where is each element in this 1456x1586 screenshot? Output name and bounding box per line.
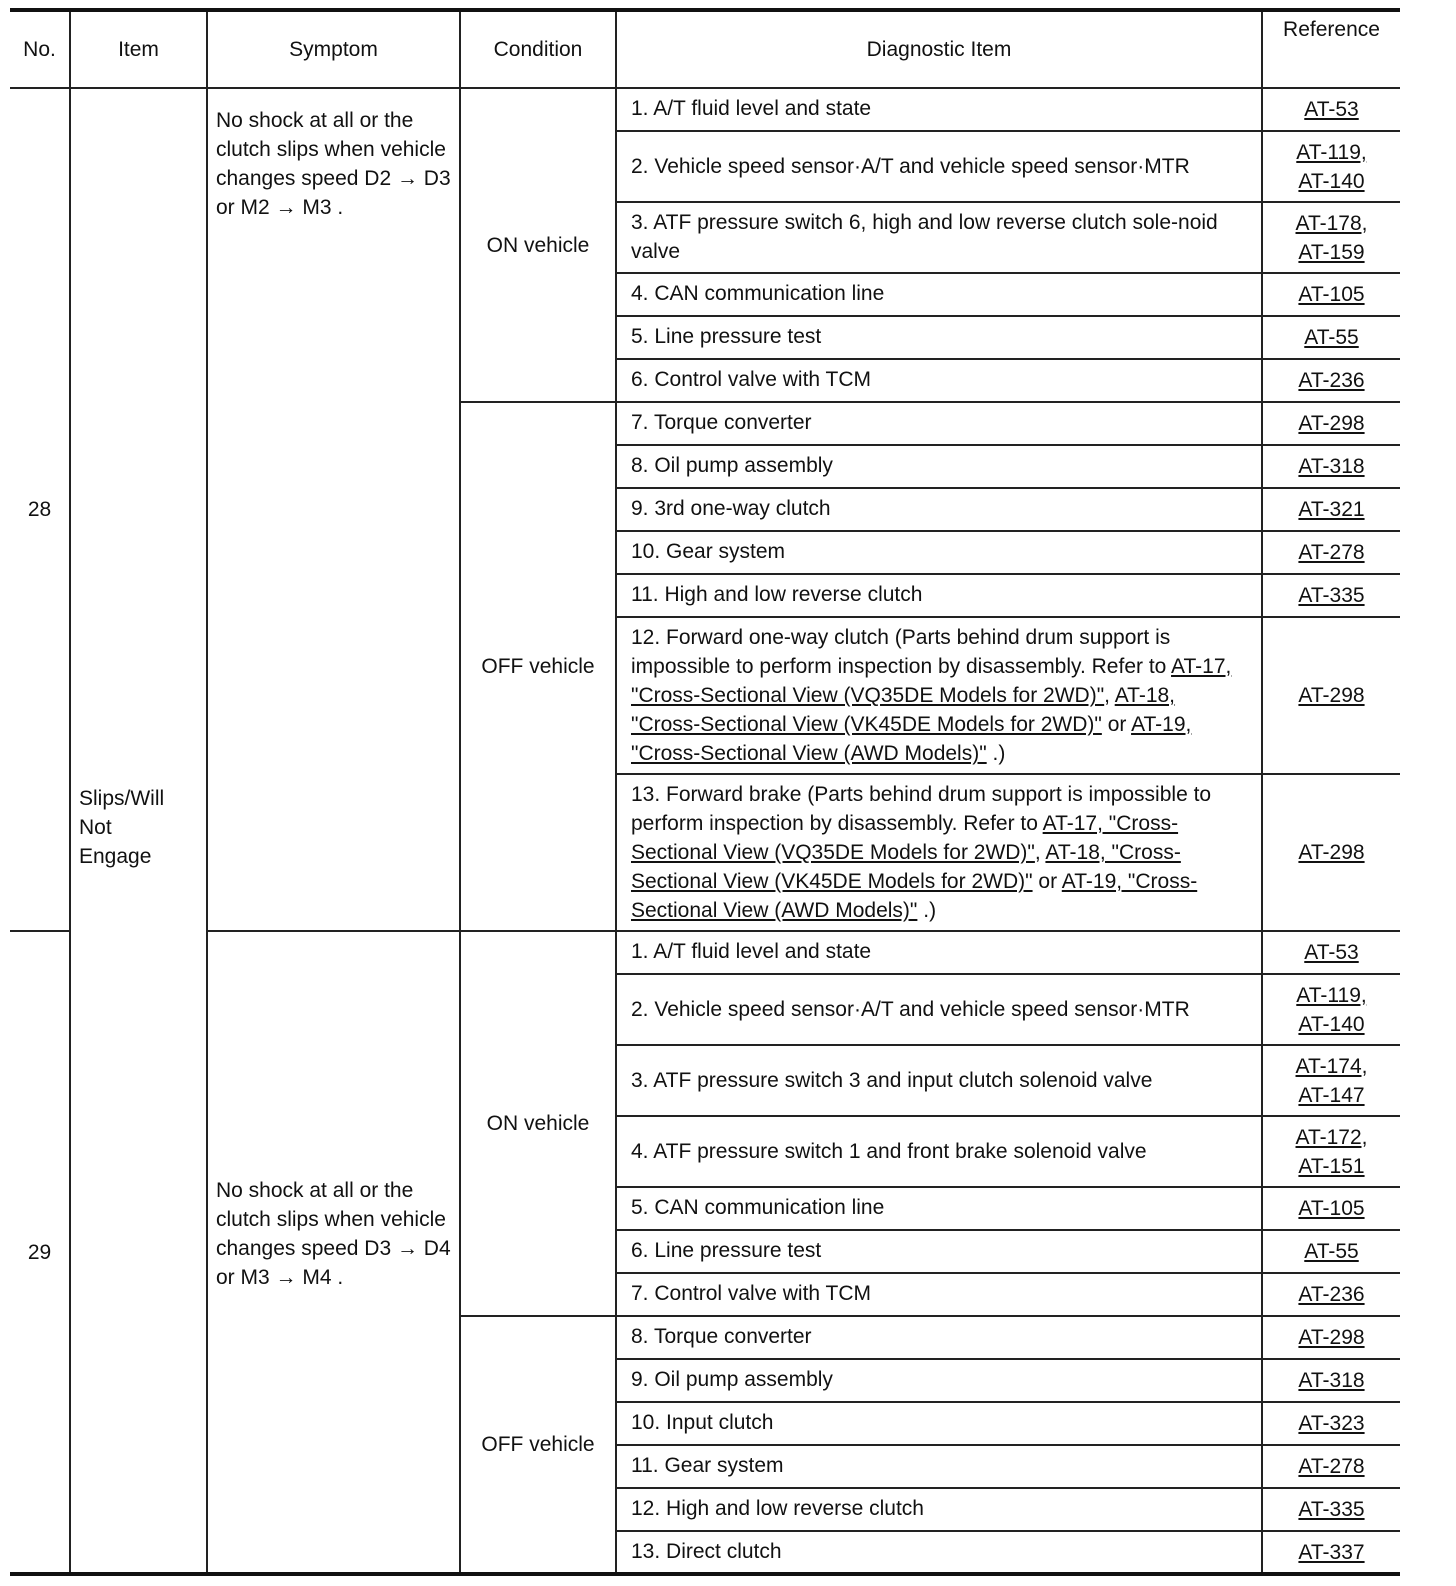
reference-text[interactable]: AT-298	[1298, 1326, 1365, 1349]
reference-text[interactable]: AT-337	[1298, 1540, 1365, 1564]
diagnostic-item: 3. ATF pressure switch 6, high and low reverse clutch sole-noid valve	[616, 202, 1262, 273]
diagnostic-table-page	[10, 8, 1400, 1576]
diagnostic-item: 11. High and low reverse clutch	[616, 574, 1262, 617]
header-condition: Condition	[460, 10, 616, 88]
reference-text[interactable]: AT-119,	[1296, 983, 1367, 1007]
reference-text[interactable]: AT-335	[1298, 1498, 1365, 1521]
reference-text[interactable]: AT-105	[1298, 283, 1365, 306]
diagnostic-item-with-links	[616, 774, 1262, 931]
reference-text[interactable]: AT-140	[1298, 169, 1365, 193]
reference-text[interactable]: AT-53	[1304, 98, 1359, 121]
reference-link[interactable]	[1262, 1273, 1400, 1316]
reference-text[interactable]: AT-140	[1298, 1012, 1365, 1036]
reference-link[interactable]	[1262, 445, 1400, 488]
reference-text[interactable]: AT-151	[1298, 1154, 1365, 1178]
diagnostic-item: 4. ATF pressure switch 1 and front brake solenoid valve	[616, 1116, 1262, 1187]
reference-text[interactable]: AT-172,	[1295, 1125, 1368, 1149]
diagnostic-item: 10. Input clutch	[616, 1402, 1262, 1445]
diagnostic-item: 4. CAN communication line	[616, 273, 1262, 316]
diagnostic-item: 3. ATF pressure switch 3 and input clutch solenoid valve	[616, 1045, 1262, 1116]
diagnostic-item: 7. Control valve with TCM	[616, 1273, 1262, 1316]
diagnostic-item: 9. 3rd one-way clutch	[616, 488, 1262, 531]
diagnostic-item: 2. Vehicle speed sensor·A/T and vehicle speed sensor·MTR	[616, 974, 1262, 1045]
reference-link[interactable]	[1262, 402, 1400, 445]
item-cell	[70, 88, 207, 1574]
separator: or	[1107, 713, 1127, 736]
reference-text[interactable]: AT-159	[1298, 240, 1365, 264]
separator: .)	[923, 899, 937, 922]
reference-text[interactable]: AT-174,	[1295, 1054, 1368, 1078]
cross-section-link-vk45de[interactable]: AT-18, "Cross-Sectional View (VK45DE Models for 2WD)"	[631, 841, 1181, 893]
reference-link[interactable]	[1262, 1359, 1400, 1402]
reference-text[interactable]: AT-323	[1298, 1412, 1365, 1435]
reference-text[interactable]: AT-318	[1298, 455, 1365, 478]
diagnostic-item: 1. A/T fluid level and state	[616, 931, 1262, 974]
symptom-text: No shock at all or the clutch slips when vehicle changes speed D2 → D3 or M2 → M3 .	[216, 109, 451, 219]
reference-link[interactable]	[1262, 1488, 1400, 1531]
cross-section-link-awd[interactable]: AT-19, "Cross-Sectional View (AWD Models)"	[631, 870, 1198, 922]
diagnostic-item: 8. Torque converter	[616, 1316, 1262, 1359]
reference-link[interactable]	[1262, 273, 1400, 316]
header-item: Item	[70, 10, 207, 88]
reference-link[interactable]	[1262, 202, 1400, 273]
reference-link[interactable]	[1262, 1531, 1400, 1574]
reference-text[interactable]: AT-105	[1298, 1197, 1365, 1220]
diagnostic-item: 8. Oil pump assembly	[616, 445, 1262, 488]
reference-link[interactable]	[1262, 1316, 1400, 1359]
reference-text[interactable]: AT-178,	[1295, 211, 1368, 235]
diagnostic-item: 6. Control valve with TCM	[616, 359, 1262, 402]
separator: ,	[1034, 841, 1041, 864]
header-reference: Reference	[1262, 10, 1400, 88]
diagnostic-item: 13. Direct clutch	[616, 1531, 1262, 1574]
separator: ,	[1104, 684, 1111, 707]
diagnostic-item: 9. Oil pump assembly	[616, 1359, 1262, 1402]
reference-text[interactable]: AT-147	[1298, 1083, 1365, 1107]
reference-link[interactable]	[1262, 488, 1400, 531]
reference-link[interactable]	[1262, 316, 1400, 359]
reference-text[interactable]: AT-298	[1298, 684, 1365, 707]
diagnostic-text: 12. Forward one-way clutch (Parts behind drum support is impossible to perform inspection by disassembly. Refer to	[631, 626, 1171, 678]
reference-link[interactable]	[1262, 131, 1400, 202]
reference-link[interactable]	[1262, 1116, 1400, 1187]
diagnostic-item: 12. High and low reverse clutch	[616, 1488, 1262, 1531]
reference-link[interactable]	[1262, 1187, 1400, 1230]
condition-off-vehicle: OFF vehicle	[460, 1316, 616, 1574]
diagnostic-table	[10, 8, 1400, 1576]
symptom-cell	[207, 931, 460, 1574]
reference-text[interactable]: AT-55	[1304, 1240, 1359, 1263]
row-number: 28	[10, 88, 70, 931]
diagnostic-item: 6. Line pressure test	[616, 1230, 1262, 1273]
cross-section-link-awd[interactable]: AT-19, "Cross-Sectional View (AWD Models)"	[631, 713, 1192, 765]
reference-link[interactable]	[1262, 1402, 1400, 1445]
diagnostic-item: 11. Gear system	[616, 1445, 1262, 1488]
row-number: 29	[10, 931, 70, 1574]
header-diagnostic-item: Diagnostic Item	[616, 10, 1262, 88]
reference-link[interactable]	[1262, 574, 1400, 617]
diagnostic-item: 5. Line pressure test	[616, 316, 1262, 359]
separator: or	[1038, 870, 1058, 893]
reference-link[interactable]	[1262, 1045, 1400, 1116]
reference-link[interactable]	[1262, 931, 1400, 974]
cross-section-link-vk45de[interactable]: AT-18, "Cross-Sectional View (VK45DE Models for 2WD)"	[631, 684, 1176, 736]
item-text: Slips/Will Not Engage	[79, 787, 165, 868]
reference-link[interactable]	[1262, 531, 1400, 574]
reference-text[interactable]: AT-318	[1298, 1369, 1365, 1392]
symptom-cell	[207, 88, 460, 931]
cross-section-link-vq35de[interactable]: AT-17, "Cross-Sectional View (VQ35DE Models for 2WD)"	[631, 655, 1232, 707]
separator: .)	[992, 742, 1006, 765]
diagnostic-item: 10. Gear system	[616, 531, 1262, 574]
condition-on-vehicle: ON vehicle	[460, 88, 616, 402]
condition-off-vehicle: OFF vehicle	[460, 402, 616, 931]
table-row	[10, 931, 1400, 974]
header-symptom: Symptom	[207, 10, 460, 88]
condition-on-vehicle: ON vehicle	[460, 931, 616, 1316]
reference-text[interactable]: AT-298	[1298, 412, 1365, 435]
reference-text[interactable]: AT-119,	[1296, 140, 1367, 164]
header-no: No.	[10, 10, 70, 88]
reference-text[interactable]: AT-278	[1298, 541, 1365, 564]
reference-text[interactable]: AT-298	[1298, 841, 1365, 864]
diagnostic-item: 7. Torque converter	[616, 402, 1262, 445]
table-row	[10, 88, 1400, 131]
reference-link[interactable]	[1262, 974, 1400, 1045]
diagnostic-item: 2. Vehicle speed sensor·A/T and vehicle speed sensor·MTR	[616, 131, 1262, 202]
symptom-text: No shock at all or the clutch slips when vehicle changes speed D3 → D4 or M3 → M4 .	[216, 1179, 451, 1289]
reference-text[interactable]: AT-278	[1298, 1455, 1365, 1478]
reference-text[interactable]: AT-55	[1304, 326, 1359, 349]
reference-link[interactable]	[1262, 617, 1400, 774]
reference-link[interactable]	[1262, 774, 1400, 931]
reference-link[interactable]	[1262, 359, 1400, 402]
cross-section-link-vq35de[interactable]: AT-17, "Cross-Sectional View (VQ35DE Models for 2WD)"	[631, 812, 1179, 864]
reference-text[interactable]: AT-53	[1304, 941, 1359, 964]
reference-text[interactable]: AT-236	[1298, 369, 1365, 392]
header-row	[10, 10, 1400, 88]
diagnostic-item: 5. CAN communication line	[616, 1187, 1262, 1230]
reference-text[interactable]: AT-236	[1298, 1283, 1365, 1306]
diagnostic-text: 13. Forward brake (Parts behind drum support is impossible to perform inspection by disassembly. Refer to	[631, 783, 1212, 835]
reference-text[interactable]: AT-321	[1298, 498, 1365, 521]
diagnostic-item-with-links	[616, 617, 1262, 774]
reference-link[interactable]	[1262, 88, 1400, 131]
reference-link[interactable]	[1262, 1445, 1400, 1488]
reference-link[interactable]	[1262, 1230, 1400, 1273]
reference-text[interactable]: AT-335	[1298, 584, 1365, 607]
diagnostic-item: 1. A/T fluid level and state	[616, 88, 1262, 131]
